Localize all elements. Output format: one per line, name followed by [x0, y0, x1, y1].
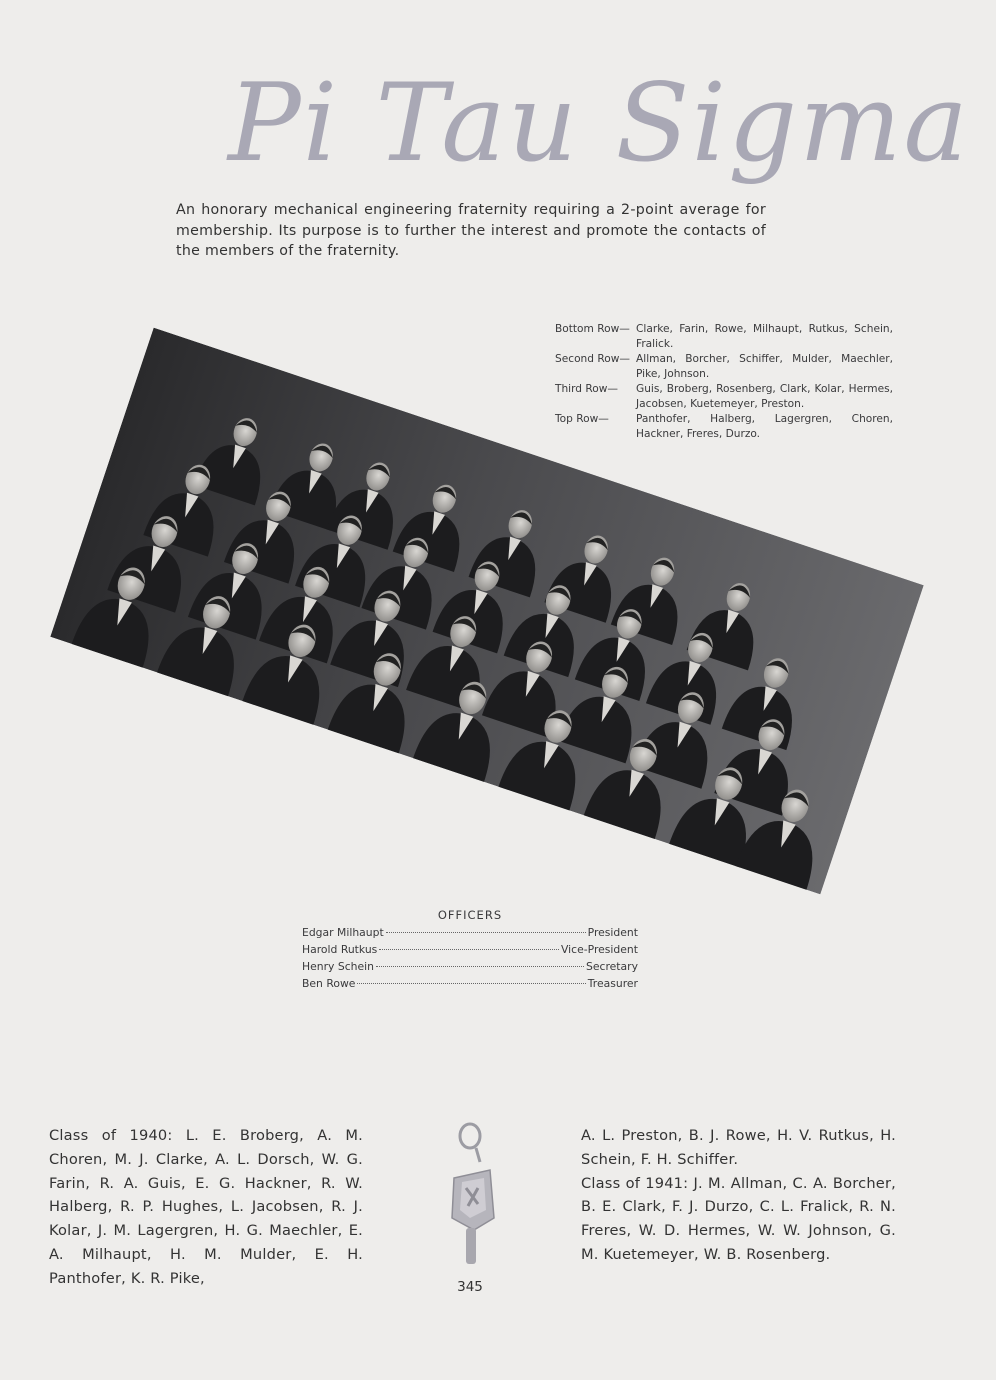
officers-list	[302, 907, 638, 992]
row-names: Clarke, Farin, Rowe, Milhaupt, Rutkus, Schein, Fralick.	[636, 323, 893, 350]
leader-dots	[376, 966, 584, 967]
officer-office: Treasurer	[587, 977, 638, 990]
officer-name: Ben Rowe	[302, 977, 356, 990]
officer-row	[302, 958, 638, 975]
officers-heading: OFFICERS	[437, 908, 503, 922]
row-label: Bottom Row—	[555, 323, 630, 335]
row-names: Allman, Borcher, Schiffer, Mulder, Maechler, Pike, Johnson.	[636, 353, 893, 380]
row-names: Guis, Broberg, Rosenberg, Clark, Kolar, Hermes, Jacobsen, Kuetemeyer, Preston.	[636, 383, 893, 410]
photo-caption	[555, 322, 893, 442]
officer-office: Vice-President	[561, 943, 638, 956]
fraternity-description: An honorary mechanical engineering fraternity requiring a 2-point average for membership. Its purpose is to further the interest and promote the contacts of the members of the fraternity.	[176, 202, 766, 259]
class-1940-members-continued: A. L. Preston, B. J. Rowe, H. V. Rutkus, H. Schein, F. H. Schiffer.	[581, 1127, 896, 1168]
class-1941-members: Class of 1941: J. M. Allman, C. A. Borcher, B. E. Clark, F. J. Durzo, C. L. Fralick, R. N. Freres, W. D. Hermes, W. W. Johnson, G. M. Kuetemeyer, W. B. Rosenberg.	[581, 1174, 896, 1263]
leader-dots	[357, 983, 585, 984]
leader-dots	[379, 949, 559, 950]
members-column-right	[581, 1124, 896, 1267]
officer-office: President	[587, 926, 638, 939]
officer-name: Harold Rutkus	[302, 943, 378, 956]
row-names: Panthofer, Halberg, Lagergren, Choren, Hackner, Freres, Durzo.	[636, 413, 893, 440]
row-label: Top Row—	[555, 413, 609, 425]
officer-name: Henry Schein	[302, 960, 374, 973]
fraternity-key-icon	[440, 1118, 504, 1266]
leader-dots	[386, 932, 586, 933]
caption-row	[555, 352, 893, 381]
row-label: Third Row—	[555, 383, 619, 395]
caption-row	[555, 322, 893, 351]
officer-row	[302, 924, 638, 941]
page-number: 345	[457, 1279, 483, 1295]
officer-name: Edgar Milhaupt	[302, 926, 384, 939]
officer-row	[302, 941, 638, 958]
class-1940-members: Class of 1940: L. E. Broberg, A. M. Choren, M. J. Clarke, A. L. Dorsch, W. G. Farin, R. A. Guis, E. G. Hackner, R. W. Halberg, R. P. Hughes, L. Jacobsen, R. J. Kolar, J. M. Lagergren, H. G. Maechler, E. A. Milhaupt, H. M. Mulder, E. H. Panthofer, K. R. Pike,	[49, 1127, 363, 1287]
officer-office: Secretary	[586, 960, 638, 973]
page-title: Pi Tau Sigma	[228, 61, 970, 186]
caption-row	[555, 382, 893, 411]
officer-row	[302, 975, 638, 992]
row-label: Second Row—	[555, 353, 630, 365]
caption-row	[555, 412, 893, 441]
members-column-left	[49, 1124, 363, 1291]
